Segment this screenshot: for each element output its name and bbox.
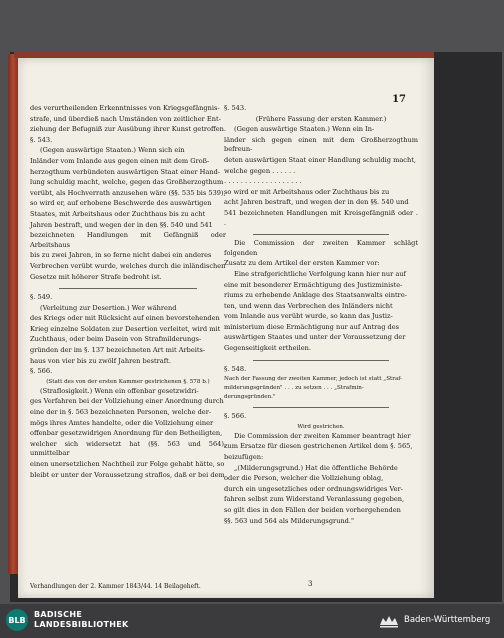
divider <box>59 288 196 289</box>
text-line: deten auswärtigen Staat einer Handlung schuldig macht, <box>224 155 416 164</box>
text-line: Die Commission der zweiten Kammer beantragt hier <box>234 431 411 440</box>
section-heading: §. 566. <box>30 367 53 376</box>
text-line: bleibt er unter der Voraussetzung straflos, daß er bei dem <box>30 470 225 479</box>
viewer-footer <box>0 604 504 638</box>
text-line: welche gegen . . . . . . <box>224 166 296 175</box>
partner-name[interactable]: Baden-Württemberg <box>404 615 491 625</box>
text-line: oder die Person, welcher die Vollziehung oblag, <box>224 474 384 483</box>
text-line: welcher sich widersetzt hat (§§. 563 und 564), unmittelbar <box>30 439 226 458</box>
text-line: verübt, als Hochverrath anzusehen wäre (§§. 535 bis 539), <box>30 188 226 197</box>
text-line: durch ein ungesetzliches oder ordnungswidriges Ver- <box>224 484 403 493</box>
text-line: Gegenseitigkeit ertheilen. <box>224 344 311 353</box>
section-heading: §. 543. <box>30 135 53 144</box>
text-line: Krieg einzelne Soldaten zur Desertion verleitet, wird mit <box>30 324 221 333</box>
document-page <box>18 58 434 598</box>
right-column <box>224 104 418 527</box>
page-footer-note: Verhandlungen der 2. Kammer 1843/44. 14 Beilageheft. <box>30 583 201 590</box>
text-line: eine mit besonderer Ermächtigung des Justizministe- <box>224 280 403 289</box>
text-line: (Statt des von der ersten Kammer gestrichenen §. 578 b.) <box>46 378 210 385</box>
text-line: Nach der Fassung der zweiten Kammer, jedoch ist statt „Straf- <box>224 376 403 383</box>
text-line: fahren selbst zum Widerstand Veranlassung gegeben, <box>224 495 405 504</box>
blb-logo[interactable]: BLB <box>6 609 28 631</box>
text-line: acht Jahren bestraft, und wegen der in den §§. 540 und <box>224 198 409 207</box>
text-line: so wird er, auf erhobene Beschwerde des auswärtigen <box>30 199 212 208</box>
section-heading: §. 549. <box>30 293 53 302</box>
divider <box>253 360 389 361</box>
text-line: Zusatz zu dem Artikel der ersten Kammer vor: <box>224 259 380 268</box>
text-line: 541 bezeichneten Handlungen mit Kreisgefängniß oder . . <box>224 208 418 227</box>
text-line: Inländer vom Inlande aus gegen einen mit dem Groß- <box>30 156 210 165</box>
text-line: lung schuldig macht, welche, gegen das Großherzogthum <box>30 178 224 187</box>
text-line: (Gegen auswärtige Staaten.) Wenn ein In- <box>234 125 375 134</box>
text-line: so wird er mit Arbeitshaus oder Zuchthaus bis zu <box>224 187 390 196</box>
text-line: eine der in §. 563 bezeichneten Personen, welche der- <box>30 408 212 417</box>
book-binding-edge <box>8 54 18 574</box>
text-line: (Gegen auswärtige Staaten.) Wenn sich ein <box>40 146 185 155</box>
section-heading: §. 566. <box>224 412 247 421</box>
text-line: Verbrechen verübt wurde, welches durch die inländischen <box>30 261 226 270</box>
library-name-line-1: BADISCHE <box>34 610 83 619</box>
section-heading: §. 548. <box>224 364 247 373</box>
section-heading: §. 543. <box>224 104 247 112</box>
text-line: (Straflosigkeit.) Wenn ein offenbar gesetzwidri- <box>40 386 199 395</box>
text-line: ges Verfahren bei der Vollziehung einer Anordnung durch <box>30 397 224 406</box>
text-line: Staates, mit Arbeitshaus oder Zuchthaus bis zu acht <box>30 209 206 218</box>
text-line: Zuchthaus, oder beim Dasein von Strafmilderungs- <box>30 335 202 344</box>
text-line: Wird gestrichen. <box>297 423 345 430</box>
text-line: des verurtheilenden Erkenntnisses von Kriegsgefängnis- <box>30 104 220 112</box>
text-line: vom Inlande aus verübt wurde, so kann das Justiz- <box>224 312 393 321</box>
library-name-line-2: LANDESBIBLIOTHEK <box>34 620 129 629</box>
text-line: länder sich gegen einen mit dem Großherzogthum befreun- <box>224 135 418 154</box>
text-line: Die Commission der zweiten Kammer schlägt folgenden <box>224 239 418 257</box>
divider <box>253 234 389 235</box>
text-line: bis zu zwei Jahren, in so ferne nicht dabei ein anderes <box>30 251 212 260</box>
text-line: . . . . . . . . . . . . . . . . . . . <box>224 177 302 186</box>
text-line: ten, und wenn das Verbrechen des Inländers nicht <box>224 301 393 310</box>
text-line: zum Ersatze für diesen gestrichenen Artikel dem §. 565, <box>224 442 413 451</box>
text-line: (Verleitung zur Desertion.) Wer während <box>40 303 177 312</box>
divider <box>253 407 389 408</box>
text-line: bezeichneten Handlungen mit Gefängniß oder Arbeitshaus <box>30 231 226 249</box>
text-line: „(Milderungsgrund.) Hat die öffentliche Behörde <box>234 463 398 472</box>
text-line: milderungsgründen" . . . zu setzen . . . „Strafmin- <box>224 385 364 392</box>
signature-mark: 3 <box>308 580 313 588</box>
text-line: ziehung der Befugniß zur Ausübung ihrer Kunst getroffen. <box>30 125 226 134</box>
text-line: offenbar gesetzwidrigen Anordnung für den Betheiligten, <box>30 429 223 438</box>
text-line: derungsgründen." <box>224 394 276 401</box>
text-line: strafe, und überdieß nach Umständen von zeitlicher Ent- <box>30 114 221 123</box>
baden-wuerttemberg-emblem-icon <box>378 613 400 629</box>
text-line: (Frühere Fassung der ersten Kammer.) <box>255 114 387 123</box>
text-line: haus von vier bis zu zwölf Jahren bestraft. <box>30 356 171 365</box>
library-name[interactable] <box>34 610 129 630</box>
text-line: einen unersetzlichen Nachtheil zur Folge gehabt hätte, so <box>30 460 225 468</box>
text-line: des Kriegs oder mit Rücksicht auf einen bevorstehenden <box>30 314 220 323</box>
text-line: auswärtigen Staates und unter der Voraussetzung der <box>224 333 406 342</box>
text-line: so gilt dies in den Fällen der beiden vorhergehenden <box>224 506 401 514</box>
text-line: riums zu erhebende Anklage des Staatsanwalts eintre- <box>224 291 407 300</box>
text-line: mögs ihres Amtes handelte, oder die Vollziehung einer <box>30 418 214 427</box>
left-column <box>30 104 226 481</box>
text-line: Eine strafgerichtliche Verfolgung kann hier nur auf <box>234 269 406 278</box>
text-line: Gesetze mit höherer Strafe bedroht ist. <box>30 272 162 281</box>
page-number: 17 <box>392 94 406 105</box>
text-line: gründen der im §. 137 bezeichneten Art mit Arbeits- <box>30 346 206 355</box>
text-line: ministerium diese Ermächtigung nur auf Antrag des <box>224 322 400 331</box>
text-line: beizufügen: <box>224 453 264 462</box>
text-line: Jahren bestraft, und wegen der in den §§. 540 und 541 <box>30 220 213 229</box>
text-line: §§. 563 und 564 als Milderungsgrund." <box>224 516 355 525</box>
text-line: herzogthum verbündeten auswärtigen Staat einer Hand- <box>30 167 221 176</box>
